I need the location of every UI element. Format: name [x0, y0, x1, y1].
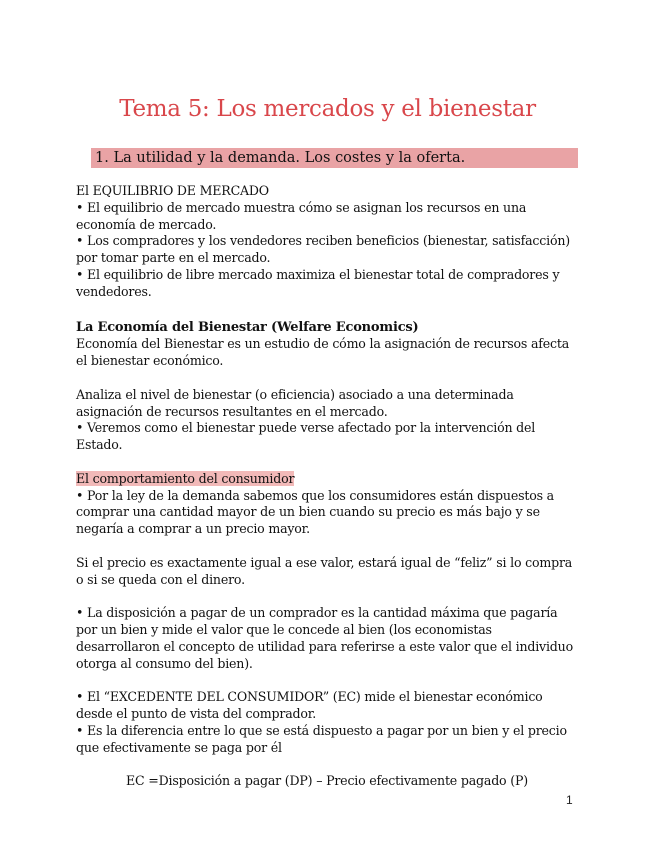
- spacer: [76, 588, 576, 605]
- surplus-formula: EC =Disposición a pagar (DP) – Precio efectivamente pagado (P): [126, 773, 528, 789]
- consumidor-heading: El comportamiento del consumidor: [76, 470, 295, 486]
- section-heading: 1. La utilidad y la demanda. Los costes y la oferta.: [91, 148, 578, 168]
- equilibrio-bullet-3: • El equilibrio de libre mercado maximiza el bienestar total de compradores y vendedores.: [76, 266, 560, 299]
- document-title: Tema 5: Los mercados y el bienestar: [119, 96, 536, 122]
- spacer: [76, 301, 576, 320]
- equilibrio-bullet-1: • El equilibrio de mercado muestra cómo se asignan los recursos en una economía de mercado.: [76, 199, 527, 232]
- spacer: [76, 370, 576, 387]
- equilibrio-bullet-2: • Los compradores y los vendedores reciben beneficios (bienestar, satisfacción) por tomar parte en el mercado.: [76, 233, 570, 266]
- document-body: [76, 183, 576, 790]
- equilibrio-heading: El EQUILIBRIO DE MERCADO: [76, 183, 269, 198]
- consumidor-heading-line: [76, 471, 576, 488]
- consumidor-bullet-surplus: • El “EXCEDENTE DEL CONSUMIDOR” (EC) mide el bienestar económico desde el punto de vista del comprador.: [76, 689, 543, 721]
- page-number: 1: [566, 793, 573, 807]
- consumidor-bullet-willingness: • La disposición a pagar de un comprador es la cantidad máxima que pagaría por un bien y mide el valor que le concede al bien (los economistas desarrollaron el concepto de utilidad para referirse a este valor que el individuo otorga al consumo del bien).: [76, 605, 573, 671]
- spacer: [76, 672, 576, 689]
- consumidor-bullet-demand: • Por la ley de la demanda sabemos que los consumidores están dispuestos a comprar una cantidad mayor de un bien cuando su precio es más bajo y se negaría a comprar a un precio mayor.: [76, 487, 554, 537]
- spacer: [76, 454, 576, 471]
- welfare-definition: Economía del Bienestar es un estudio de cómo la asignación de recursos afecta el bienestar económico.: [76, 336, 570, 369]
- welfare-analysis: Analiza el nivel de bienestar (o eficiencia) asociado a una determinada asignación de recursos resultantes en el mercado.: [76, 386, 514, 419]
- welfare-bullet: • Veremos como el bienestar puede verse afectado por la intervención del Estado.: [76, 420, 536, 453]
- consumidor-price-paragraph: Si el precio es exactamente igual a ese valor, estará igual de “feliz” si lo compra o si se queda con el dinero.: [76, 554, 573, 587]
- spacer: [76, 756, 576, 773]
- spacer: [76, 538, 576, 555]
- welfare-heading: La Economía del Bienestar (Welfare Economics): [76, 319, 419, 335]
- consumidor-bullet-difference: • Es la diferencia entre lo que se está dispuesto a pagar por un bien y el precio que efectivamente se paga por él: [76, 722, 567, 755]
